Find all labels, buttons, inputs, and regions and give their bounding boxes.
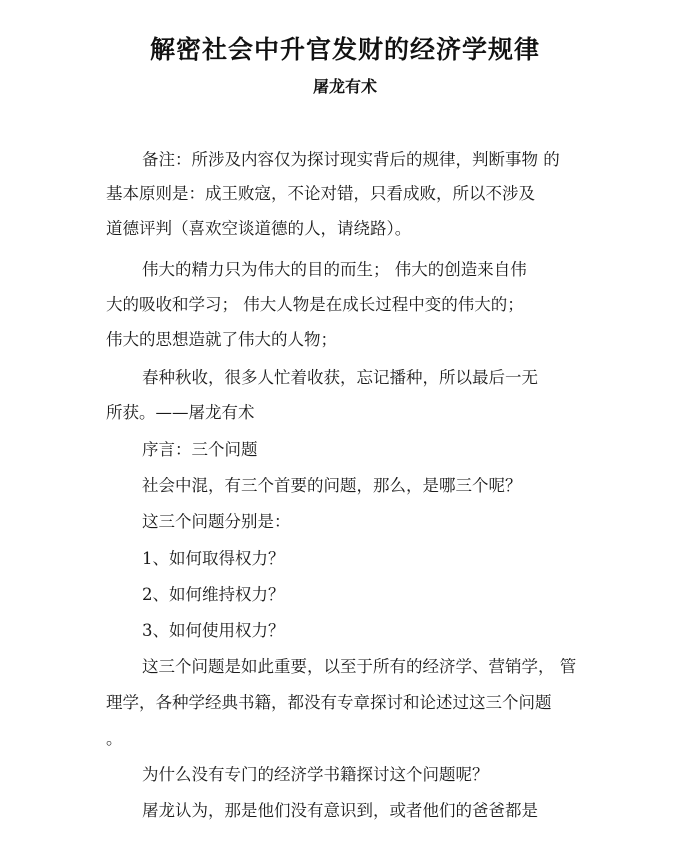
- paragraph-line: 大的吸收和学习； 伟大人物是在成长过程中变的伟大的；: [106, 295, 524, 314]
- section-heading: 序言：三个问题: [142, 440, 258, 459]
- paragraph-line: 所获。——屠龙有术: [106, 403, 255, 422]
- paragraph-line: 春种秋收，很多人忙着收获，忘记播种，所以最后一无: [142, 368, 538, 387]
- paragraph-line: 备注：所涉及内容仅为探讨现实背后的规律，判断事物 的: [142, 150, 560, 169]
- paragraph-line: 。: [106, 729, 123, 748]
- list-item: 3、如何使用权力？: [142, 621, 285, 640]
- paragraph-line: 社会中混，有三个首要的问题，那么，是哪三个呢？: [142, 476, 522, 495]
- paragraph-line: 这三个问题是如此重要，以至于所有的经济学、营销学， 管: [142, 657, 577, 676]
- author-byline: 屠龙有术: [312, 77, 377, 96]
- page-title: 解密社会中升官发财的经济学规律: [149, 35, 540, 64]
- paragraph-line: 伟大的精力只为伟大的目的而生； 伟大的创造来自伟: [142, 260, 527, 279]
- paragraph-line: 道德评判（喜欢空谈道德的人，请绕路）。: [106, 219, 412, 238]
- paragraph-line: 伟大的思想造就了伟大的人物；: [106, 330, 337, 349]
- list-item: 2、如何维持权力？: [142, 585, 285, 604]
- paragraph-line: 基本原则是：成王败寇，不论对错，只看成败，所以不涉及: [106, 184, 535, 203]
- paragraph-line: 理学，各种学经典书籍，都没有专章探讨和论述过这三个问题: [106, 693, 552, 712]
- paragraph-line: 这三个问题分别是：: [142, 512, 291, 531]
- paragraph-line: 屠龙认为，那是他们没有意识到，或者他们的爸爸都是: [142, 801, 538, 820]
- list-item: 1、如何取得权力？: [142, 549, 285, 568]
- paragraph-line: 为什么没有专门的经济学书籍探讨这个问题呢？: [142, 765, 489, 784]
